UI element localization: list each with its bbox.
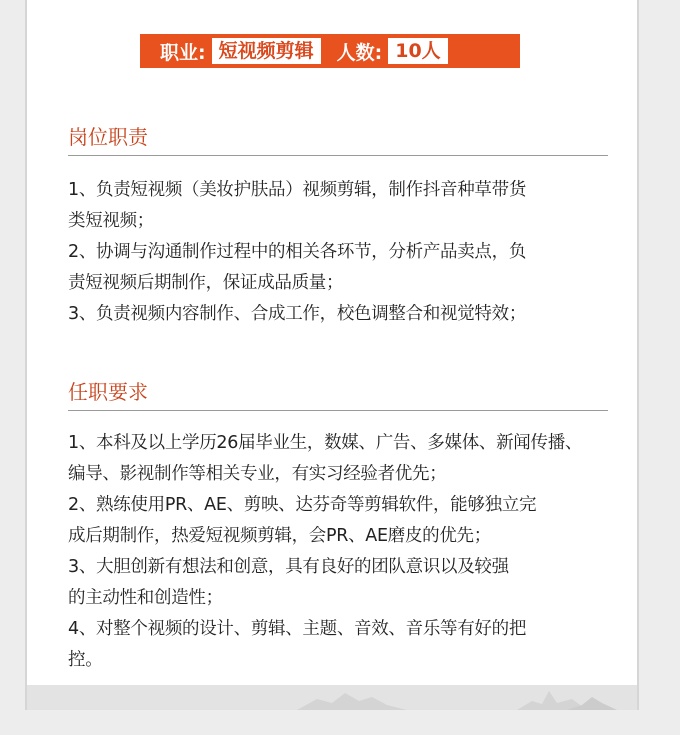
bottom-decoration-band — [27, 685, 637, 710]
job-value: 短视频剪辑 — [212, 38, 321, 64]
headcount-label: 人数: — [336, 41, 383, 64]
requirement-line: 的主动性和创造性； — [68, 588, 223, 608]
requirement-line: 控。 — [68, 650, 103, 670]
responsibility-line: 3、负责视频内容制作、合成工作，校色调整合和视觉特效； — [68, 304, 527, 324]
responsibility-line: 2、协调与沟通制作过程中的相关各环节，分析产品卖点，负 — [68, 242, 527, 262]
responsibilities-list — [68, 175, 628, 330]
responsibility-line: 1、负责短视频（美妆护肤品）视频剪辑，制作抖音种草带货 — [68, 180, 527, 200]
responsibility-line: 责短视频后期制作，保证成品质量； — [68, 273, 344, 293]
requirements-list — [68, 428, 628, 676]
mountain-silhouette-decoration — [27, 685, 637, 710]
requirement-line: 4、对整个视频的设计、剪辑、主题、音效、音乐等有好的把 — [68, 619, 527, 639]
requirement-line: 编导、影视制作等相关专业，有实习经验者优先； — [68, 464, 447, 484]
job-info-bar — [140, 34, 520, 68]
section-divider — [68, 410, 608, 411]
responsibility-line: 类短视频； — [68, 211, 154, 231]
section-divider — [68, 155, 608, 156]
requirement-line: 3、大胆创新有想法和创意，具有良好的团队意识以及较强 — [68, 557, 509, 577]
section-title-requirements: 任职要求 — [68, 380, 148, 404]
requirement-line: 2、熟练使用PR、AE、剪映、达芬奇等剪辑软件，能够独立完 — [68, 495, 537, 515]
requirement-line: 1、本科及以上学历26届毕业生，数媒、广告、多媒体、新闻传播、 — [68, 433, 583, 453]
headcount-value: 10人 — [388, 38, 447, 64]
requirement-line: 成后期制作，热爱短视频剪辑，会PR、AE磨皮的优先； — [68, 526, 491, 546]
section-title-responsibilities: 岗位职责 — [68, 125, 148, 149]
job-label: 职业: — [160, 41, 206, 64]
